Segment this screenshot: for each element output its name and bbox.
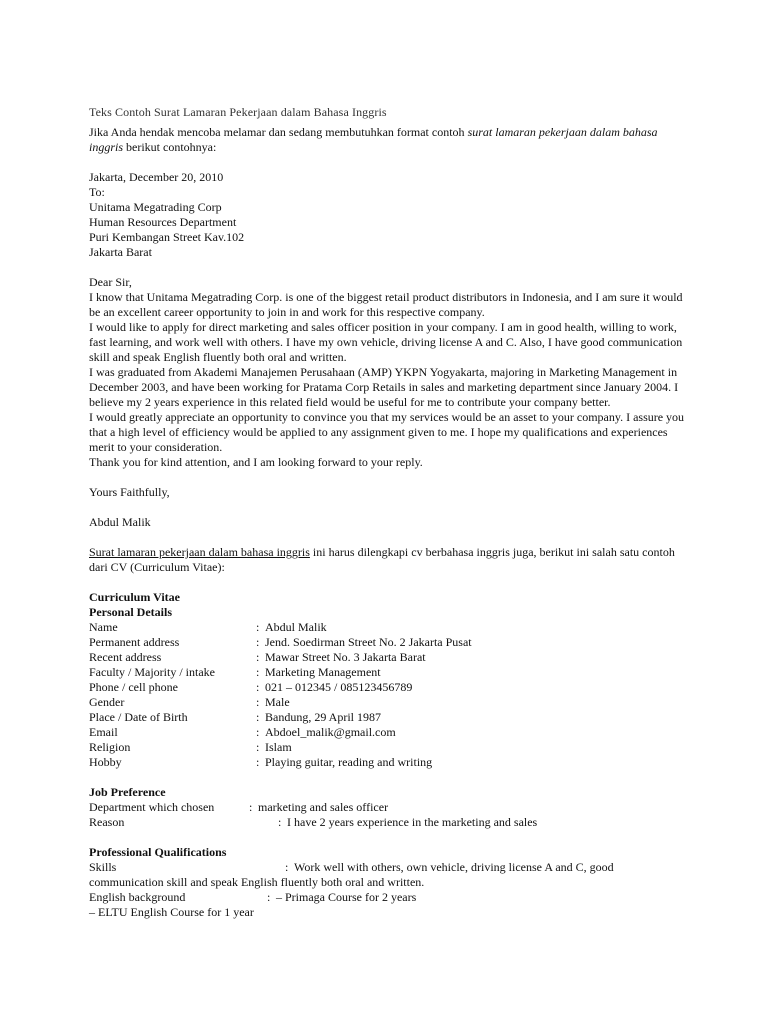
letter-paragraph: I was graduated from Akademi Manajemen Perusahaan (AMP) YKPN Yogyakarta, majoring in Marketing Management in December 2003, and have been working for Pratama Corp Retails in sales and marketing department since January 2004. I believe my 2 years experience in this related field would be useful for me to contribute your company better. <box>89 365 679 409</box>
personal-details-heading: Personal Details <box>89 605 172 619</box>
cv-value: marketing and sales officer <box>258 800 389 814</box>
letter-street: Puri Kembangan Street Kav.102 <box>89 230 245 244</box>
letter-department: Human Resources Department <box>89 215 237 229</box>
intro-text: Jika Anda hendak mencoba melamar dan sedang membutuhkan format contoh <box>89 125 468 139</box>
cv-value: Male <box>265 695 290 709</box>
cv-separator: : <box>285 860 289 874</box>
cv-separator: : <box>256 755 260 769</box>
cv-separator: : <box>256 650 260 664</box>
cv-row <box>89 890 689 905</box>
cv-separator: : <box>249 800 253 814</box>
cv-value: Islam <box>265 740 292 754</box>
letter-signature: Abdul Malik <box>89 515 151 529</box>
cv-label: Hobby <box>89 755 122 769</box>
cv-row <box>89 725 689 740</box>
cv-value: Abdul Malik <box>265 620 327 634</box>
document-page <box>89 105 689 920</box>
cv-value: Marketing Management <box>265 665 381 679</box>
letter-paragraph: Thank you for kind attention, and I am looking forward to your reply. <box>89 455 423 469</box>
cv-value: – Primaga Course for 2 years <box>276 890 417 904</box>
professional-qualifications-heading: Professional Qualifications <box>89 845 227 859</box>
cv-separator: : <box>256 635 260 649</box>
cv-separator: : <box>256 695 260 709</box>
cv-label: Phone / cell phone <box>89 680 178 694</box>
cv-row <box>89 635 689 650</box>
cv-value: Playing guitar, reading and writing <box>265 755 433 769</box>
cv-row <box>89 650 689 665</box>
cv-value: 021 – 012345 / 085123456789 <box>265 680 413 694</box>
cv-label: Religion <box>89 740 131 754</box>
letter-closing: Yours Faithfully, <box>89 485 170 499</box>
cv-row <box>89 620 689 635</box>
letter-paragraph: I would like to apply for direct marketing and sales officer position in your company. I am in good health, willing to work, fast learning, and work well with others. I have my own vehicle, driving license A and C. Also, I have good communication skill and speak English fluently both oral and written. <box>89 320 683 364</box>
cv-row <box>89 800 689 815</box>
cv-row <box>89 740 689 755</box>
cv-label: Place / Date of Birth <box>89 710 188 724</box>
cv-label: Reason <box>89 815 125 829</box>
cv-label: Recent address <box>89 650 162 664</box>
cv-row <box>89 815 689 830</box>
cv-row <box>89 680 689 695</box>
cv-separator: : <box>256 710 260 724</box>
cv-value: Mawar Street No. 3 Jakarta Barat <box>265 650 426 664</box>
cv-value: Abdoel_malik@gmail.com <box>265 725 396 739</box>
intro-italic-text: surat lamaran pekerjaan dalam bahasa inggris <box>89 125 658 154</box>
letter-to: To: <box>89 185 105 199</box>
cv-label: English background <box>89 890 186 904</box>
intro-text-end: berikut contohnya: <box>123 140 217 154</box>
letter-city: Jakarta Barat <box>89 245 152 259</box>
cv-separator: : <box>256 725 260 739</box>
cv-row <box>89 665 689 680</box>
cv-value: Bandung, 29 April 1987 <box>265 710 381 724</box>
cv-heading: Curriculum Vitae <box>89 590 180 604</box>
cv-label: Gender <box>89 695 125 709</box>
cv-value: Jend. Soedirman Street No. 2 Jakarta Pusat <box>265 635 472 649</box>
intro-paragraph <box>89 125 689 155</box>
letter-paragraph: I know that Unitama Megatrading Corp. is one of the biggest retail product distributors in Indonesia, and I am sure it would be an excellent career opportunity to join in and work for this respective company. <box>89 290 683 319</box>
cv-separator: : <box>256 680 260 694</box>
cv-row <box>89 710 689 725</box>
cv-intro-paragraph <box>89 545 689 575</box>
cv-label: Email <box>89 725 118 739</box>
cv-row <box>89 860 689 875</box>
cv-separator: : <box>256 740 260 754</box>
job-preference-heading: Job Preference <box>89 785 166 799</box>
cv-intro-underlined: Surat lamaran pekerjaan dalam bahasa inggris <box>89 545 310 559</box>
letter-date: Jakarta, December 20, 2010 <box>89 170 224 184</box>
cv-label: Permanent address <box>89 635 180 649</box>
cv-separator: : <box>256 665 260 679</box>
cv-label: Name <box>89 620 118 634</box>
cv-row <box>89 755 689 770</box>
cv-separator: : <box>256 620 260 634</box>
letter-salutation: Dear Sir, <box>89 275 132 289</box>
cv-value: I have 2 years experience in the marketing and sales <box>287 815 538 829</box>
letter-paragraph: I would greatly appreciate an opportunity to convince you that my services would be an asset to your company. I assure you that a high level of efficiency would be applied to any assignment given to me. I hope my qualifications and experiences merit to your consideration. <box>89 410 685 454</box>
eltu-course: – ELTU English Course for 1 year <box>89 905 254 919</box>
cv-separator: : <box>278 815 282 829</box>
cv-label: Faculty / Majority / intake <box>89 665 215 679</box>
cv-intro-text: ini harus dilengkapi cv berbahasa inggris juga, berikut ini salah satu contoh dari CV (Curriculum Vitae): <box>89 545 675 574</box>
cv-separator: : <box>267 890 271 904</box>
cv-value: Work well with others, own vehicle, driving license A and C, good <box>294 860 614 874</box>
cv-row <box>89 695 689 710</box>
document-title: Teks Contoh Surat Lamaran Pekerjaan dalam Bahasa Inggris <box>89 105 387 119</box>
letter-company: Unitama Megatrading Corp <box>89 200 222 214</box>
skills-continuation: communication skill and speak English fluently both oral and written. <box>89 875 425 889</box>
cv-label: Department which chosen <box>89 800 215 814</box>
cv-label: Skills <box>89 860 117 874</box>
